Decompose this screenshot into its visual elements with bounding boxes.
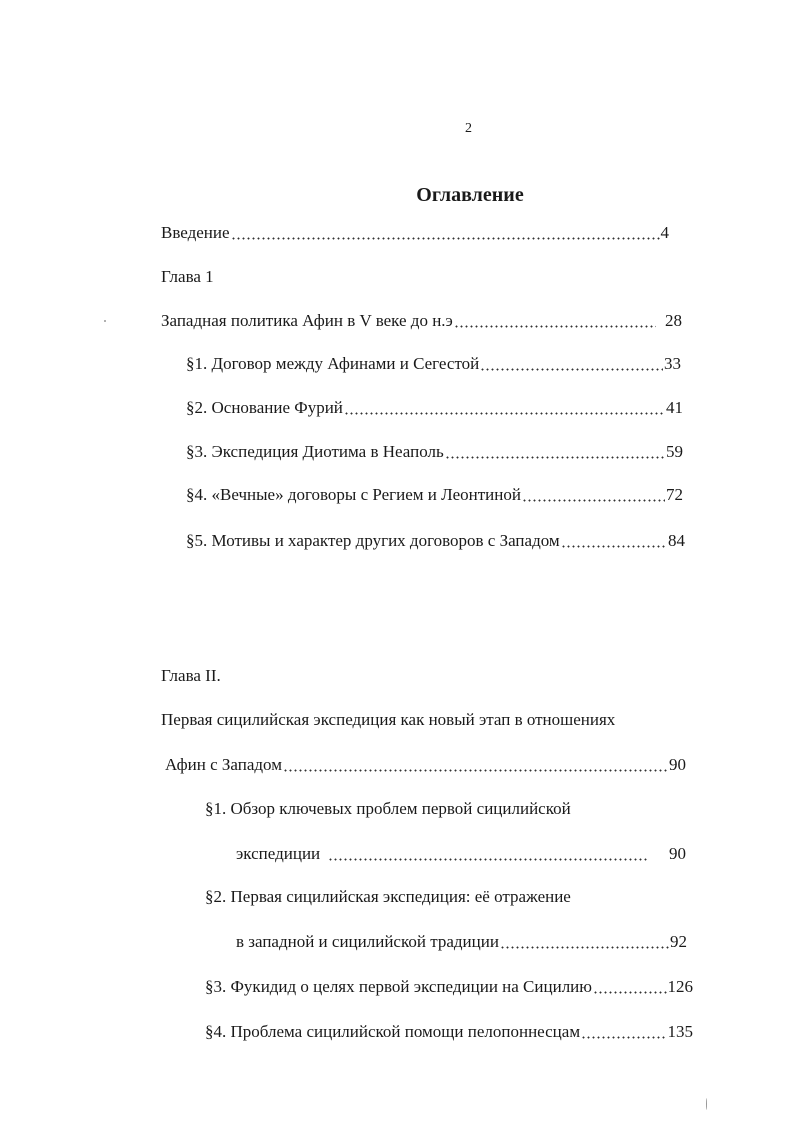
scan-speck — [706, 1098, 707, 1110]
chapter-heading: Глава II. — [161, 666, 221, 685]
toc-label: §1. Договор между Афинами и Сегестой — [186, 354, 480, 373]
dot-leader — [454, 325, 656, 328]
toc-entry-section — [205, 1022, 693, 1044]
toc-label: Введение — [161, 223, 230, 242]
toc-label: §1. Обзор ключевых проблем первой сицилийской — [205, 799, 571, 818]
toc-entry-section — [186, 398, 683, 420]
toc-label: экспедиции — [236, 844, 321, 863]
toc-label: §4. «Вечные» договоры с Регием и Леонтиной — [186, 485, 521, 504]
toc-page: 92 — [670, 932, 687, 951]
toc-page: 135 — [667, 1022, 693, 1041]
toc-page: 28 — [665, 311, 682, 330]
dot-leader — [522, 499, 665, 502]
toc-entry-section — [186, 531, 685, 553]
toc-label: §2. Основание Фурий — [186, 398, 343, 417]
toc-entry-section — [186, 442, 683, 464]
toc-entry-introduction — [161, 223, 669, 245]
toc-label: Западная политика Афин в V веке до н.э — [161, 311, 453, 330]
toc-page: 90 — [669, 755, 686, 774]
toc-entry-section — [186, 485, 683, 507]
toc-entry-section — [236, 932, 687, 954]
toc-entry-section — [236, 844, 686, 866]
toc-page: 126 — [667, 977, 693, 996]
toc-label: Первая сицилийская экспедиция как новый этап в отношениях — [161, 710, 616, 729]
dot-leader — [561, 545, 667, 548]
toc-entry-section — [186, 354, 681, 376]
toc-label: §3. Экспедиция Диотима в Неаполь — [186, 442, 444, 461]
dot-leader — [283, 769, 668, 772]
dot-leader — [445, 456, 665, 459]
dot-leader — [500, 946, 669, 949]
chapter-heading: Глава 1 — [161, 267, 214, 286]
toc-label: Афин с Западом — [165, 755, 282, 774]
toc-entry-section-line — [205, 887, 571, 909]
toc-page: 72 — [666, 485, 683, 504]
chapter-2-heading — [161, 666, 221, 688]
dot-leader — [231, 237, 660, 240]
toc-page: 59 — [666, 442, 683, 461]
dot-leader — [593, 991, 667, 994]
toc-label: §4. Проблема сицилийской помощи пелопоннесцам — [205, 1022, 581, 1041]
dot-leader — [328, 858, 649, 861]
toc-label: в западной и сицилийской традиции — [236, 932, 499, 951]
dot-leader — [581, 1036, 666, 1039]
toc-label: §3. Фукидид о целях первой экспедиции на Сицилию — [205, 977, 592, 996]
toc-page: 4 — [660, 223, 669, 242]
scan-speck — [104, 320, 106, 322]
page-title: Оглавление — [416, 184, 524, 206]
toc-page: 33 — [664, 354, 681, 373]
toc-page: 41 — [666, 398, 683, 417]
toc-entry-chapter-2-title — [165, 755, 686, 777]
toc-page: 84 — [668, 531, 685, 550]
toc-entry-section-line — [205, 799, 571, 821]
toc-label: §5. Мотивы и характер других договоров с Западом — [186, 531, 560, 550]
chapter-2-title-line — [161, 710, 615, 732]
dot-leader — [344, 412, 665, 415]
toc-entry-section — [205, 977, 693, 999]
toc-page: 90 — [669, 844, 686, 863]
page-number: 2 — [465, 121, 472, 136]
chapter-1-heading — [161, 267, 214, 289]
dot-leader — [480, 368, 663, 371]
toc-entry-chapter-1-title — [161, 311, 682, 333]
toc-label: §2. Первая сицилийская экспедиция: её отражение — [205, 887, 571, 906]
